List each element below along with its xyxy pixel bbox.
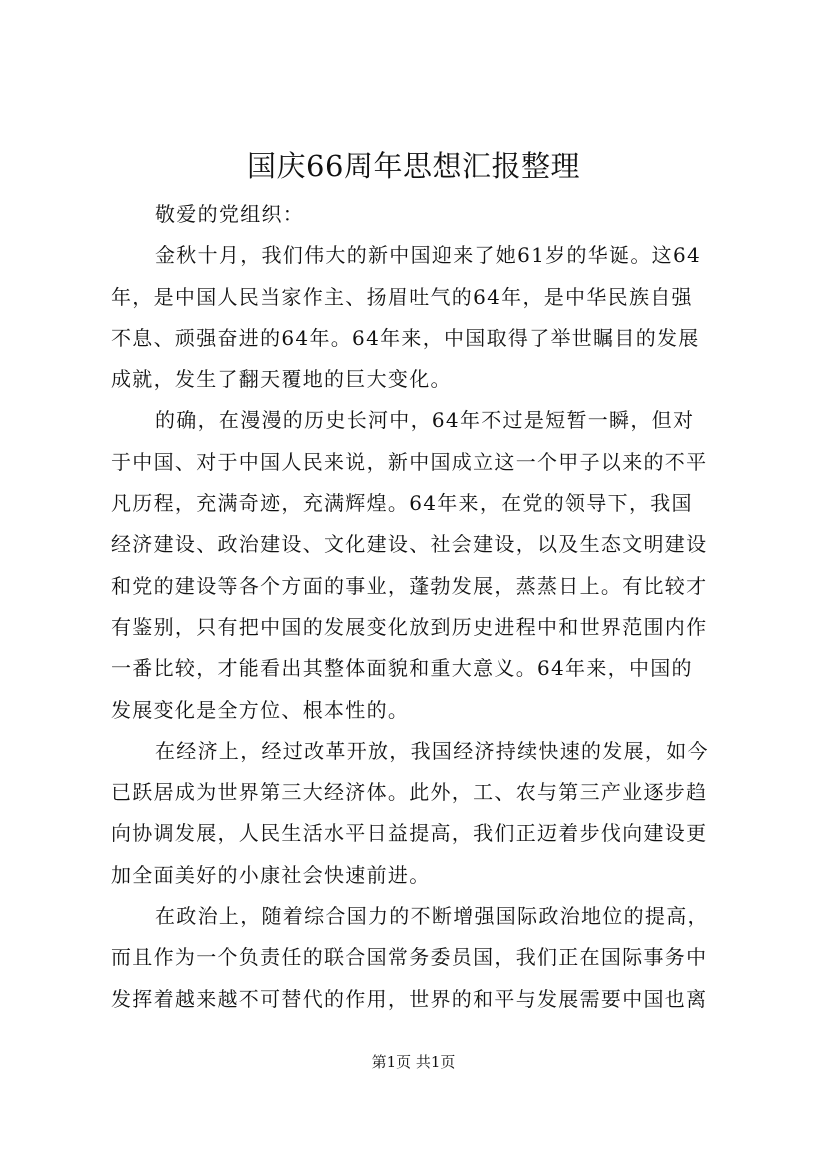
text-line: 加全面美好的小康社会快速前进。	[111, 862, 431, 887]
text-line: 的确，在漫漫的历史长河中，64年不过是短暂一瞬，但对	[155, 408, 695, 433]
text-line: 已跃居成为世界第三大经济体。此外，工、农与第三产业逐步趋	[111, 780, 708, 805]
text-line: 凡历程，充满奇迹，充满辉煌。64年来，在党的领导下，我国	[111, 491, 693, 516]
salutation: 敬爱的党组织：	[155, 202, 305, 226]
text-line: 向协调发展，人民生活水平日益提高，我们正迈着步伐向建设更	[111, 821, 708, 846]
text-line: 在政治上，随着综合国力的不断增强国际政治地位的提高，	[155, 904, 709, 929]
document-body	[111, 194, 731, 1020]
text-line: 在经济上，经过改革开放，我国经济持续快速的发展，如今	[155, 738, 709, 763]
text-line: 而且作为一个负责任的联合国常务委员国，我们正在国际事务中	[111, 945, 708, 970]
text-line: 成就，发生了翻天覆地的巨大变化。	[111, 367, 452, 392]
text-line: 金秋十月，我们伟大的新中国迎来了她61岁的华诞。这64	[155, 243, 701, 268]
text-line: 有鉴别，只有把中国的发展变化放到历史进程中和世界范围内作	[111, 614, 708, 639]
text-line: 发挥着越来越不可替代的作用，世界的和平与发展需要中国也离	[111, 986, 708, 1011]
text-line: 发展变化是全方位、根本性的。	[111, 697, 410, 722]
text-line: 和党的建设等各个方面的事业，蓬勃发展，蒸蒸日上。有比较才	[111, 573, 708, 598]
document-title: 国庆66周年思想汇报整理	[247, 149, 580, 183]
text-line: 经济建设、政治建设、文化建设、社会建设，以及生态文明建设	[111, 532, 708, 557]
page-footer: 第1页 共1页	[371, 1053, 456, 1071]
text-line: 年，是中国人民当家作主、扬眉吐气的64年，是中华民族自强	[111, 284, 693, 309]
text-line: 不息、顽强奋进的64年。64年来，中国取得了举世瞩目的发展	[111, 325, 700, 350]
text-line: 一番比较，才能看出其整体面貌和重大意义。64年来，中国的	[111, 656, 693, 681]
text-line: 于中国、对于中国人民来说，新中国成立这一个甲子以来的不平	[111, 449, 708, 474]
